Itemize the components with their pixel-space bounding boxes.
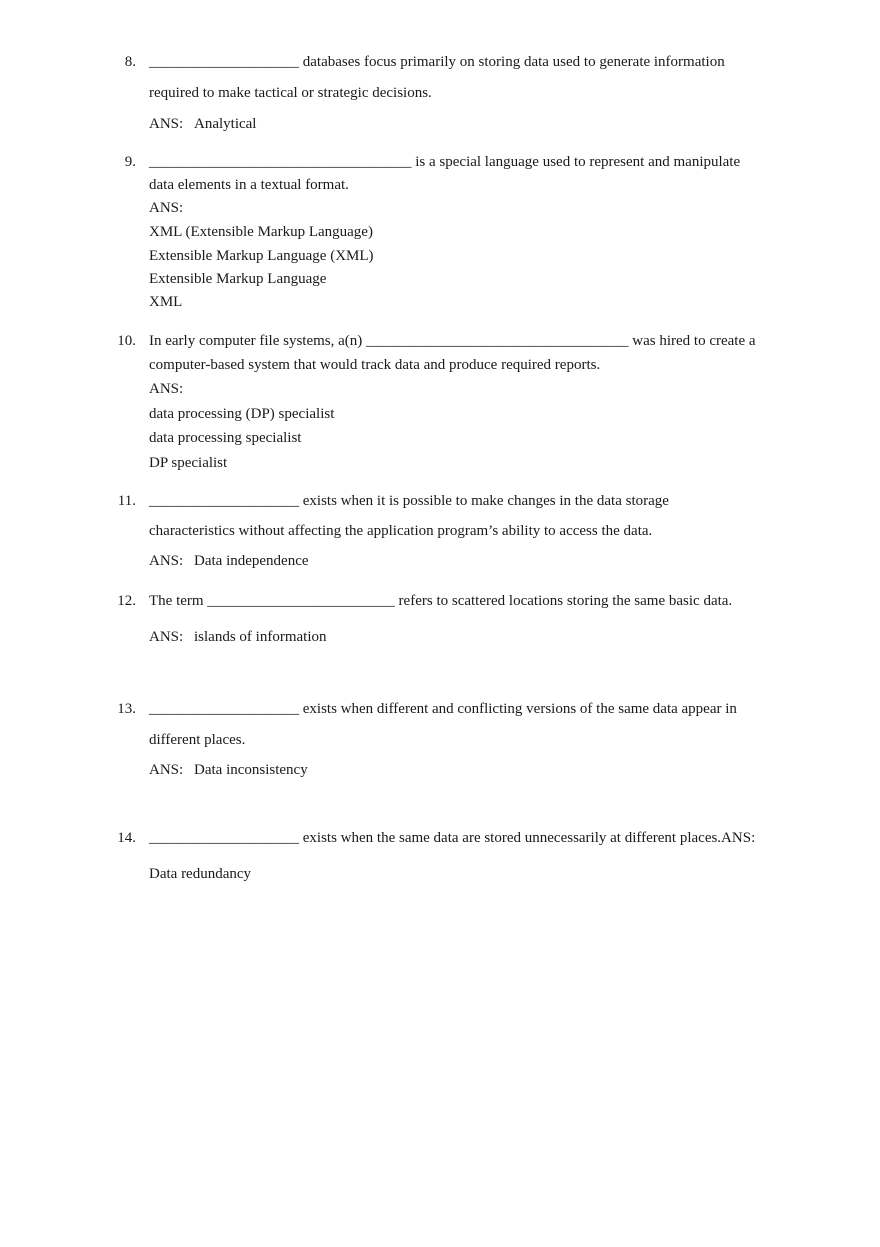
answer-text: XML (149, 294, 183, 310)
question-text: required to make tactical or strategic decisions. (149, 85, 432, 101)
answer-text: Analytical (194, 116, 257, 132)
question-number: 8. (124, 54, 136, 70)
answer-text: XML (Extensible Markup Language) (149, 224, 373, 240)
question-text: computer-based system that would track data and produce required reports. (149, 357, 601, 373)
question-number: 9. (124, 154, 136, 170)
question-text: ____________________ exists when it is possible to make changes in the data storage (149, 493, 669, 509)
answer-label: ANS: (149, 629, 184, 645)
answer-label: ANS: (149, 553, 184, 569)
question-number: 14. (117, 830, 136, 846)
question-text: characteristics without affecting the application program’s ability to access the data. (149, 523, 653, 539)
question-text: ____________________ exists when the same data are stored unnecessarily at different places.ANS: (149, 830, 756, 846)
question-number: 13. (117, 701, 136, 717)
answer-line (149, 628, 326, 646)
question-text: data elements in a textual format. (149, 177, 349, 193)
question-number: 10. (117, 333, 136, 349)
answer-text: Extensible Markup Language (149, 271, 327, 287)
question-text: different places. (149, 732, 246, 748)
answer-text: data processing (DP) specialist (149, 406, 335, 422)
question-text: ___________________________________ is a special language used to represent and manipulate (149, 154, 741, 170)
answer-label: ANS: (149, 762, 184, 778)
answer-line (149, 115, 256, 133)
question-text: The term _________________________ refers to scattered locations storing the same basic data. (149, 593, 733, 609)
answer-label: ANS: (149, 116, 184, 132)
answer-text: Data redundancy (149, 866, 252, 882)
question-text: In early computer file systems, a(n) ___________________________________ was hired to create a (149, 333, 756, 349)
answer-line (149, 761, 308, 779)
answer-line (149, 552, 309, 570)
answer-text: Data inconsistency (194, 762, 308, 778)
answer-label: ANS: (149, 381, 184, 397)
question-text: ____________________ databases focus primarily on storing data used to generate information (149, 54, 725, 70)
question-number: 11. (117, 493, 136, 509)
answer-text: Extensible Markup Language (XML) (149, 248, 374, 264)
answer-text: islands of information (194, 629, 327, 645)
question-text: ____________________ exists when different and conflicting versions of the same data appear in (149, 701, 737, 717)
answer-text: data processing specialist (149, 430, 302, 446)
answer-text: Data independence (194, 553, 309, 569)
answer-label: ANS: (149, 200, 184, 216)
question-number: 12. (117, 593, 136, 609)
answer-text: DP specialist (149, 455, 228, 471)
